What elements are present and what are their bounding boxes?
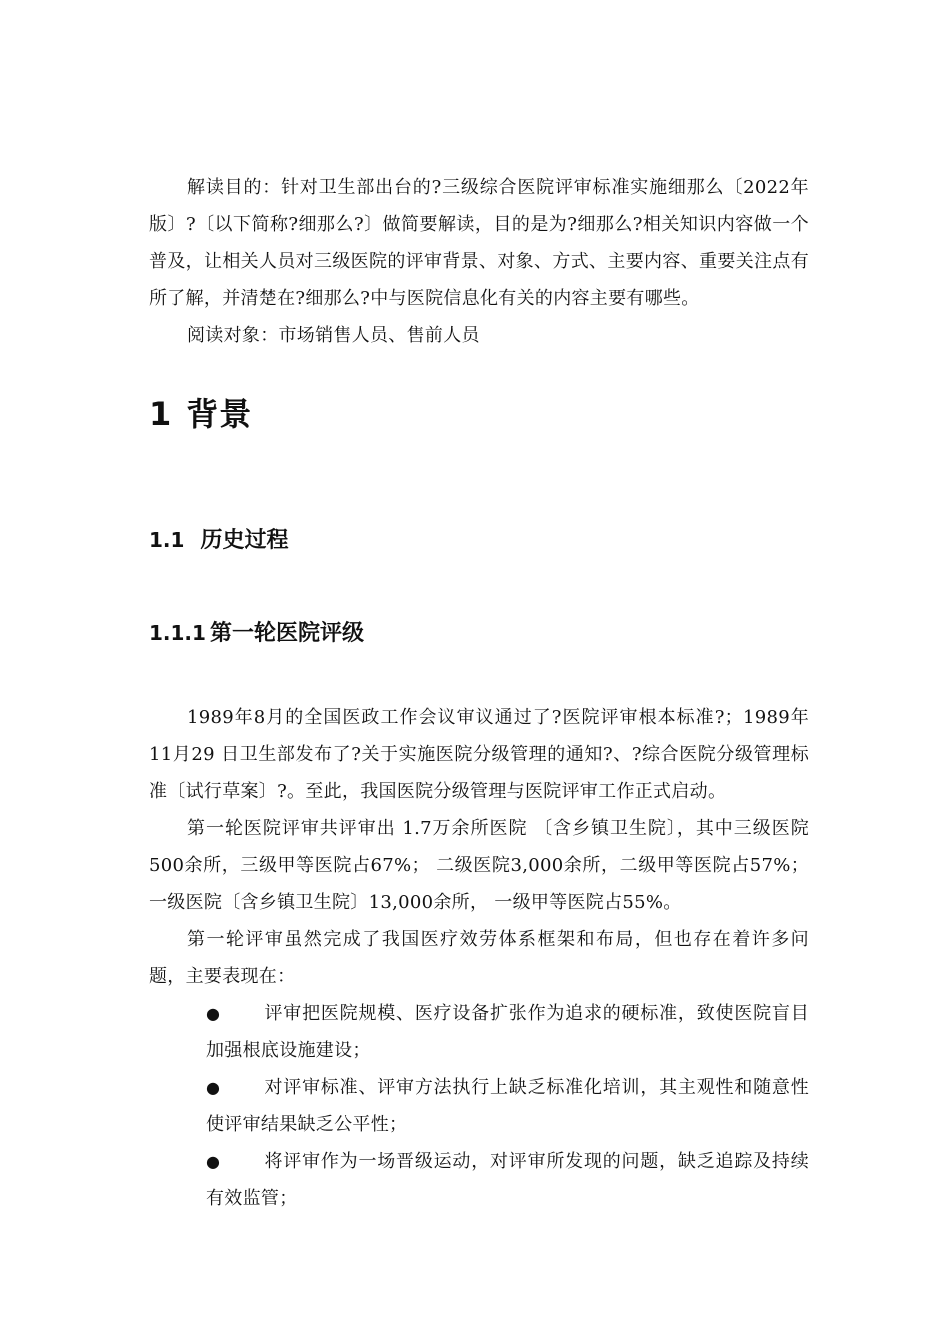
list-item-text: 评审把医院规模、医疗设备扩张作为追求的硬标准，致使医院盲目加强根底设施建设； xyxy=(206,1003,809,1061)
heading-section-1-1-1 xyxy=(149,618,809,649)
heading-title: 第一轮医院评级 xyxy=(209,621,364,646)
list-item xyxy=(206,1069,809,1143)
document-body xyxy=(149,169,809,1217)
heading-number: 1.1.1 xyxy=(149,621,206,645)
bullet-icon: ● xyxy=(206,1152,221,1171)
list-item xyxy=(206,1143,809,1217)
bullet-icon: ● xyxy=(206,1004,221,1023)
list-item xyxy=(206,995,809,1069)
heading-number: 1.1 xyxy=(149,528,185,552)
bullet-icon: ● xyxy=(206,1078,221,1097)
list-item-text: 对评审标准、评审方法执行上缺乏标准化培训，其主观性和随意性使评审结果缺乏公平性； xyxy=(206,1077,809,1135)
intro-purpose-paragraph: 解读目的：针对卫生部出台的?三级综合医院评审标准实施细那么〔2022年版〕?〔以下简称?细那么?〕做简要解读，目的是为?细那么?相关知识内容做一个普及，让相关人员对三级医院的评审背景、对象、方式、主要内容、重要关注点有所了解，并清楚在?细那么?中与医院信息化有关的内容主要有哪些。 xyxy=(149,177,809,309)
body-paragraph-statistics: 第一轮医院评审共评审出 1.7万余所医院 〔含乡镇卫生院〕，其中三级医院500余所，三级甲等医院占67%； 二级医院3,000余所，二级甲等医院占57%； 一级医院〔含乡镇卫生院〕13,000余所， 一级甲等医院占55%。 xyxy=(149,818,809,913)
heading-number: 1 xyxy=(149,395,173,433)
problem-list xyxy=(149,995,809,1217)
body-paragraph-history: 1989年8月的全国医政工作会议审议通过了?医院评审根本标准?；1989年11月29 日卫生部发布了?关于实施医院分级管理的通知?、?综合医院分级管理标准〔试行草案〕?。至此，我国医院分级管理与医院评审工作正式启动。 xyxy=(149,707,809,802)
heading-title: 历史过程 xyxy=(200,528,289,553)
heading-title: 背景 xyxy=(186,395,253,433)
list-item-text: 将评审作为一场晋级运动，对评审所发现的问题，缺乏追踪及持续有效监管； xyxy=(206,1151,809,1209)
intro-audience-paragraph: 阅读对象：市场销售人员、售前人员 xyxy=(187,325,480,346)
heading-section-1 xyxy=(149,394,809,434)
heading-section-1-1 xyxy=(149,525,809,556)
body-paragraph-problems-intro: 第一轮评审虽然完成了我国医疗效劳体系框架和布局，但也存在着许多问题，主要表现在： xyxy=(149,929,809,987)
